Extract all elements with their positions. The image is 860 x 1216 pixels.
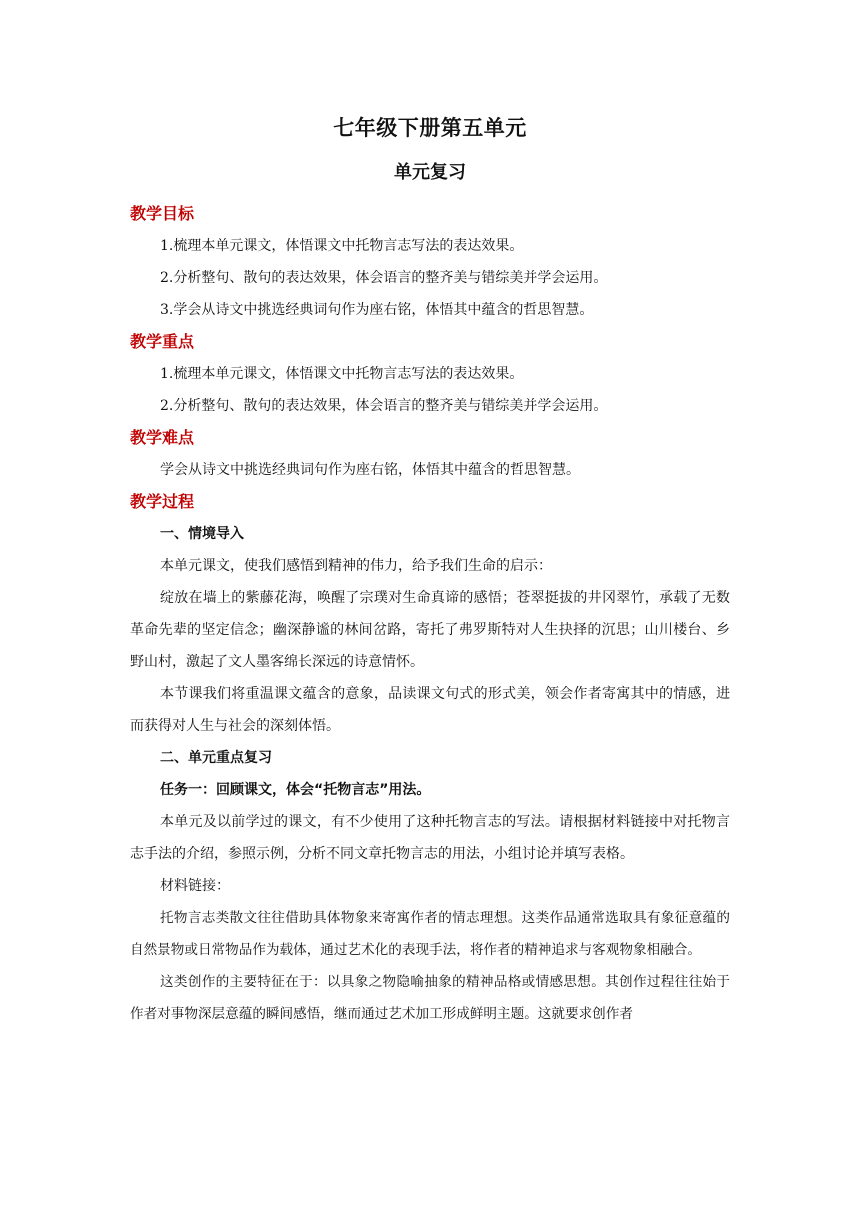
document-body [130, 198, 730, 1030]
part1-heading: 一、情境导入 [160, 526, 244, 542]
section-heading-key-points: 教学重点 [130, 332, 195, 351]
objective-item: 1.梳理本单元课文，体悟课文中托物言志写法的表达效果。 [160, 238, 524, 254]
objective-item: 3.学会从诗文中挑选经典词句作为座右铭，体悟其中蕴含的哲思智慧。 [160, 302, 594, 318]
material-paragraph: 这类创作的主要特征在于：以具象之物隐喻抽象的精神品格或情感思想。其创作过程往往始于作者对事物深层意蕴的瞬间感悟，继而通过艺术加工形成鲜明主题。这就要求创作者 [130, 974, 730, 1022]
key-point-item: 2.分析整句、散句的表达效果，体会语言的整齐美与错综美并学会运用。 [160, 398, 608, 414]
material-paragraph: 托物言志类散文往往借助具体物象来寄寓作者的情志理想。这类作品通常选取具有象征意蕴的自然景物或日常物品作为载体，通过艺术化的表现手法，将作者的精神追求与客观物象相融合。 [130, 910, 730, 958]
part1-paragraph: 本节课我们将重温课文蕴含的意象，品读课文句式的形式美，领会作者寄寓其中的情感，进而获得对人生与社会的深刻体悟。 [130, 686, 730, 734]
section-heading-objectives: 教学目标 [130, 204, 195, 223]
section-heading-process: 教学过程 [130, 492, 195, 511]
key-point-item: 1.梳理本单元课文，体悟课文中托物言志写法的表达效果。 [160, 366, 524, 382]
difficulty-item: 学会从诗文中挑选经典词句作为座右铭，体悟其中蕴含的哲思智慧。 [160, 462, 580, 478]
part1-paragraph: 绽放在墙上的紫藤花海，唤醒了宗璞对生命真谛的感悟；苍翠挺拔的井冈翠竹，承载了无数革命先辈的坚定信念；幽深静谧的林间岔路，寄托了弗罗斯特对人生抉择的沉思；山川楼台、乡野山村，激起了文人墨客绵长深远的诗意情怀。 [130, 590, 730, 670]
section-heading-difficulties: 教学难点 [130, 428, 195, 447]
task1-intro: 本单元及以前学过的课文，有不少使用了这种托物言志的写法。请根据材料链接中对托物言志手法的介绍，参照示例，分析不同文章托物言志的用法，小组讨论并填写表格。 [130, 814, 730, 862]
part2-heading: 二、单元重点复习 [160, 750, 272, 766]
objective-item: 2.分析整句、散句的表达效果，体会语言的整齐美与错综美并学会运用。 [160, 270, 608, 286]
part1-paragraph: 本单元课文，使我们感悟到精神的伟力，给予我们生命的启示： [160, 558, 552, 574]
material-label: 材料链接： [160, 878, 230, 894]
task1-heading: 任务一：回顾课文，体会“托物言志”用法。 [160, 782, 431, 798]
document-title: 七年级下册第五单元 [333, 116, 527, 140]
document-subtitle: 单元复习 [394, 162, 466, 183]
